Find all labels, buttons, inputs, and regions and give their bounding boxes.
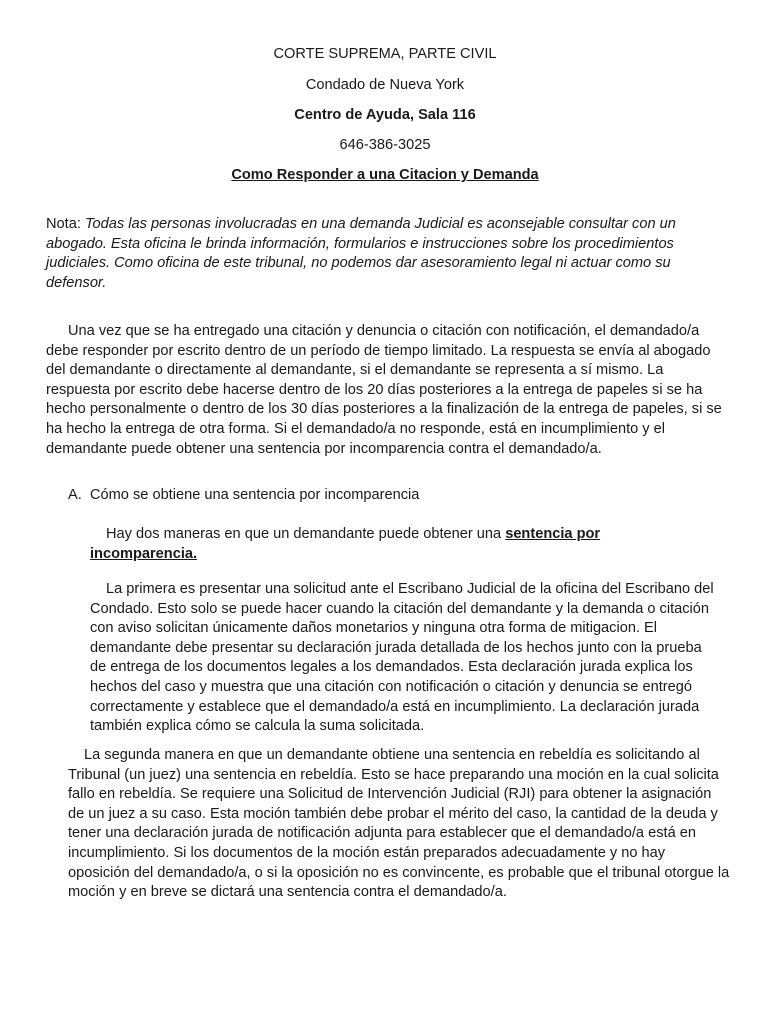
intro-text: Una vez que se ha entregado una citación y denuncia o citación con notificación, el demandado/a debe responder por escrito dentro de un período de tiempo limitado. La respuesta se envía al abogado del demandante o directamente al demandante, si el demandante se representa a sí mismo. La respuesta por escrito debe hacerse dentro de los 20 días posteriores a la entrega de papeles si se ha hecho personalmente o dentro de los 30 días posteriores a la finalización de la entrega de papeles, si se ha hecho la entrega de otra forma. Si el demandado/a no responde, está en incumplimiento y el demandante puede obtener una sentencia por incomparencia contra el demandado/a. [46,323,722,457]
second-way-text: La segunda manera en que un demandante obtiene una sentencia en rebeldía es solicitando al Tribunal (un juez) una sentencia en rebeldía. Esto se hace preparando una moción en la cual solicita fallo en rebeldía. Se requiere una Solicitud de Intervención Judicial (RJI) para obtener la asignación de un juez a su caso. Esta moción también debe probar el mérito del caso, la cantidad de la deuda y tener una declaración jurada de notificación adjunta para establecer que el demandado/a está en incumplimiento. Si los documentos de la moción están preparados adecuadamente y no hay oposición del demandado/a, o si la oposición no es convincente, es probable que el tribunal otorgue la moción y en breve se dictará una sentencia contra el demandado/a. [68,747,730,901]
help-center-name: Centro de Ayuda, Sala 116 [294,107,476,123]
note-label: Nota: [46,216,81,232]
court-name: CORTE SUPREMA, PARTE CIVIL [273,46,497,62]
note-text: Todas las personas involucradas en una demanda Judicial es aconsejable consultar con un abogado. Esta oficina le brinda información, formularios e instrucciones sobre los procedimientos judiciales. Como oficina de este tribunal, no podemos dar asesoramiento legal ni actuar como su defensor. [46,216,676,291]
intro-paragraph [46,322,726,459]
default-judgment-term: sentencia por incomparencia. [90,526,601,562]
note-paragraph [46,215,710,293]
document-title: Como Responder a una Citacion y Demanda [231,167,539,183]
ways-intro-text: Hay dos maneras en que un demandante puede obtener una [106,526,502,542]
ways-intro-paragraph [90,525,710,564]
phone-number: 646-386-3025 [339,137,431,153]
section-a-heading [68,486,708,506]
section-a-heading-text: Cómo se obtiene una sentencia por incomparencia [90,487,420,503]
first-way-text: La primera es presentar una solicitud ante el Escribano Judicial de la oficina del Escribano del Condado. Esto solo se puede hacer cuando la citación del demandante y la demanda o citación con aviso solicitan únicamente daños monetarios y ninguna otra forma de mitigacion. El demandante debe presentar su declaración jurada detallada de los hechos junto con la prueba de entrega de los documentos legales a los demandados. Esta declaración jurada explica los hechos del caso y muestra que una citación con notificación o citación y denuncia se entregó correctamente y establece que el demandado/a está en incumplimiento. La declaración jurada también explica cómo se calcula la suma solicitada. [90,581,714,735]
first-way-paragraph [90,580,714,737]
second-way-paragraph [68,746,730,903]
county-name: Condado de Nueva York [305,77,465,93]
section-a-marker: A. [68,487,82,503]
